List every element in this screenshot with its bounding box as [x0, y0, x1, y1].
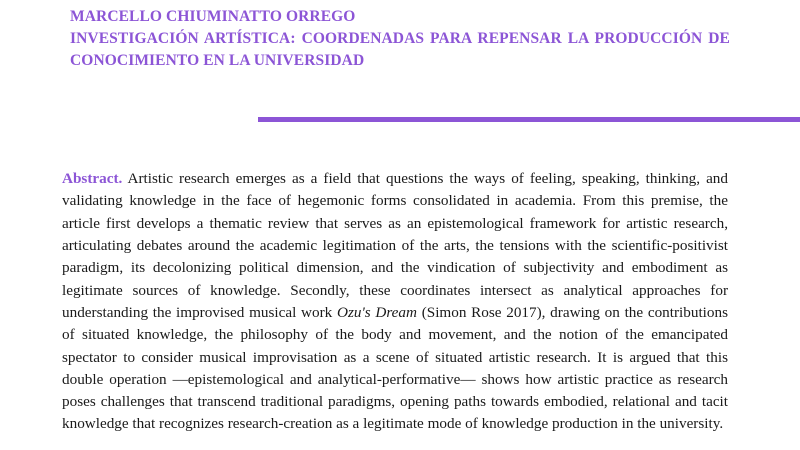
article-header: [70, 6, 730, 72]
header-divider: [258, 117, 800, 122]
author-name: MARCELLO CHIUMINATTO ORREGO: [70, 8, 356, 25]
abstract-text-part2: (Simon Rose 2017), drawing on the contributions of situated knowledge, the philosophy of the body and movement, and the notion of the emancipated spectator to consider musical improvisation as a scene of situated artistic research. It is argued that this double operation —epistemological and analytical-performative— shows how artistic practice as research poses challenges that transcend traditional paradigms, opening paths towards embodied, relational and tacit knowledge that recognizes research-creation as a legitimate mode of knowledge production in the university.: [62, 303, 728, 433]
abstract-text-part1: Artistic research emerges as a field that questions the ways of feeling, speaking, thinking, and validating knowledge in the face of hegemonic forms consolidated in academia. From this premise, the article first develops a thematic review that serves as an epistemological framework for artistic research, articulating debates around the academic legitimation of the arts, the tensions with the scientific-positivist paradigm, its decolonizing political dimension, and the vindication of subjectivity and embodiment as legitimate sources of knowledge. Secondly, these coordinates intersect as analytical approaches for understanding the improvised musical work: [62, 170, 728, 321]
article-title: INVESTIGACIÓN ARTÍSTICA: COORDENADAS PARA REPENSAR LA PRODUCCIÓN DE CONOCIMIENTO EN LA UNIVERSIDAD: [70, 30, 730, 69]
abstract-paragraph: [62, 168, 728, 436]
abstract-label: Abstract.: [62, 170, 123, 188]
work-title: Ozu's Dream: [337, 303, 417, 321]
